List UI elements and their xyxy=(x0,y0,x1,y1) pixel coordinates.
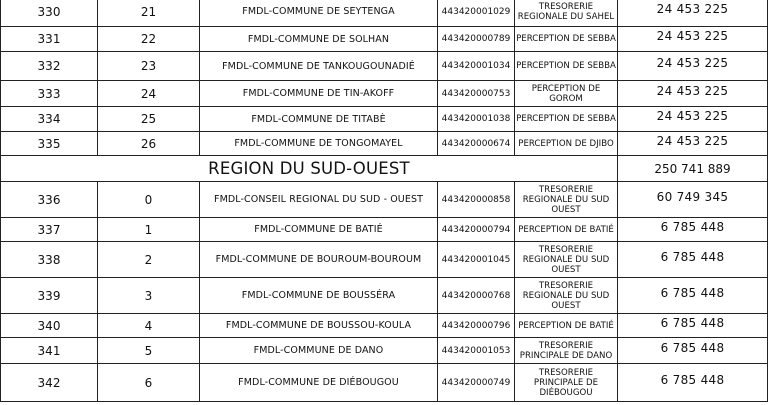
amount xyxy=(618,27,768,52)
paying-office: TRESORERIE REGIONALE DU SAHEL xyxy=(515,0,618,27)
table-row xyxy=(1,314,768,338)
row-index: 24 xyxy=(98,81,200,107)
amount-value: 24 453 225 xyxy=(656,109,729,123)
row-number: 332 xyxy=(1,52,98,81)
beneficiary-name: FMDL-COMMUNE DE BOUROUM-BOUROUM xyxy=(200,242,438,278)
row-index: 22 xyxy=(98,27,200,52)
row-number: 336 xyxy=(1,182,98,218)
amount xyxy=(618,0,768,27)
table-row xyxy=(1,107,768,132)
beneficiary-name: FMDL-CONSEIL REGIONAL DU SUD - OUEST xyxy=(200,182,438,218)
table-row xyxy=(1,27,768,52)
account-code: 443420000796 xyxy=(438,314,515,338)
row-index: 1 xyxy=(98,218,200,242)
table-row xyxy=(1,278,768,314)
table-row xyxy=(1,242,768,278)
region-total: 250 741 889 xyxy=(618,156,768,182)
amount-value: 24 453 225 xyxy=(656,1,729,16)
account-code: 443420001029 xyxy=(438,0,515,27)
amount xyxy=(618,218,768,242)
beneficiary-name: FMDL-COMMUNE DE TITABÈ xyxy=(200,107,438,132)
row-number: 337 xyxy=(1,218,98,242)
amount-value: 6 785 448 xyxy=(660,340,725,355)
amount-value: 24 453 225 xyxy=(656,83,729,98)
beneficiary-name: FMDL-COMMUNE DE BOUSSOU-KOULA xyxy=(200,314,438,338)
table-row xyxy=(1,0,768,27)
amount-value: 24 453 225 xyxy=(656,133,729,148)
row-index: 25 xyxy=(98,107,200,132)
amount xyxy=(618,107,768,132)
beneficiary-name: FMDL-COMMUNE DE TANKOUGOUNADIÉ xyxy=(200,52,438,81)
row-index: 21 xyxy=(98,0,200,27)
row-index: 2 xyxy=(98,242,200,278)
table-row xyxy=(1,81,768,107)
account-code: 443420000753 xyxy=(438,81,515,107)
amount xyxy=(618,278,768,314)
paying-office: PERCEPTION DE BATIÉ xyxy=(515,314,618,338)
amount xyxy=(618,364,768,402)
account-code: 443420001053 xyxy=(438,338,515,364)
table-row xyxy=(1,52,768,81)
account-code: 443420000674 xyxy=(438,132,515,156)
row-index: 0 xyxy=(98,182,200,218)
row-number: 331 xyxy=(1,27,98,52)
row-number: 330 xyxy=(1,0,98,27)
amount xyxy=(618,314,768,338)
paying-office: PERCEPTION DE SEBBA xyxy=(515,107,618,132)
beneficiary-name: FMDL-COMMUNE DE BOUSSÉRA xyxy=(200,278,438,314)
beneficiary-name: FMDL-COMMUNE DE SEYTENGA xyxy=(200,0,438,27)
paying-office: TRESORERIE REGIONALE DU SUD OUEST xyxy=(515,278,618,314)
paying-office: PERCEPTION DE SEBBA xyxy=(515,52,618,81)
row-number: 339 xyxy=(1,278,98,314)
table-row xyxy=(1,182,768,218)
table-row xyxy=(1,364,768,402)
amount xyxy=(618,338,768,364)
account-code: 443420001045 xyxy=(438,242,515,278)
row-index: 5 xyxy=(98,338,200,364)
amount-value: 60 749 345 xyxy=(656,189,729,204)
table-row xyxy=(1,218,768,242)
row-index: 23 xyxy=(98,52,200,81)
amount-value: 6 785 448 xyxy=(660,249,725,264)
beneficiary-name: FMDL-COMMUNE DE BATIÉ xyxy=(200,218,438,242)
paying-office: TRESORERIE PRINCIPALE DE DANO xyxy=(515,338,618,364)
account-code: 443420000768 xyxy=(438,278,515,314)
amount-value: 6 785 448 xyxy=(660,372,725,387)
account-code: 443420001034 xyxy=(438,52,515,81)
region-sahel-rows xyxy=(1,0,768,156)
row-index: 3 xyxy=(98,278,200,314)
row-index: 6 xyxy=(98,364,200,402)
paying-office: PERCEPTION DE DJIBO xyxy=(515,132,618,156)
beneficiary-name: FMDL-COMMUNE DE DIÉBOUGOU xyxy=(200,364,438,402)
amount-value: 24 453 225 xyxy=(656,56,729,70)
amount-value: 6 785 448 xyxy=(660,219,725,234)
region-title: REGION DU SUD-OUEST xyxy=(1,156,618,182)
beneficiary-name: FMDL-COMMUNE DE SOLHAN xyxy=(200,27,438,52)
amount-value: 6 785 448 xyxy=(660,315,725,330)
account-code: 443420000794 xyxy=(438,218,515,242)
amount xyxy=(618,52,768,81)
table-row xyxy=(1,132,768,156)
account-code: 443420001038 xyxy=(438,107,515,132)
account-code: 443420000858 xyxy=(438,182,515,218)
row-number: 341 xyxy=(1,338,98,364)
row-number: 334 xyxy=(1,107,98,132)
amount xyxy=(618,182,768,218)
region-header xyxy=(1,156,768,182)
paying-office: PERCEPTION DE SEBBA xyxy=(515,27,618,52)
amount xyxy=(618,242,768,278)
amount xyxy=(618,81,768,107)
region-sud-ouest-rows xyxy=(1,182,768,402)
paying-office: TRESORERIE REGIONALE DU SUD OUEST xyxy=(515,182,618,218)
account-code: 443420000789 xyxy=(438,27,515,52)
row-number: 333 xyxy=(1,81,98,107)
row-number: 342 xyxy=(1,364,98,402)
row-index: 26 xyxy=(98,132,200,156)
paying-office: TRESORERIE PRINCIPALE DE DIÉBOUGOU xyxy=(515,364,618,402)
row-number: 335 xyxy=(1,132,98,156)
table-row xyxy=(1,338,768,364)
region-row xyxy=(1,156,768,182)
beneficiary-name: FMDL-COMMUNE DE TONGOMAYEL xyxy=(200,132,438,156)
paying-office: PERCEPTION DE GOROM xyxy=(515,81,618,107)
beneficiary-name: FMDL-COMMUNE DE DANO xyxy=(200,338,438,364)
row-index: 4 xyxy=(98,314,200,338)
account-code: 443420000749 xyxy=(438,364,515,402)
amount-value: 24 453 225 xyxy=(656,29,729,43)
beneficiary-name: FMDL-COMMUNE DE TIN-AKOFF xyxy=(200,81,438,107)
amount-value: 6 785 448 xyxy=(660,285,725,300)
paying-office: PERCEPTION DE BATIÉ xyxy=(515,218,618,242)
row-number: 338 xyxy=(1,242,98,278)
paying-office: TRESORERIE REGIONALE DU SUD OUEST xyxy=(515,242,618,278)
row-number: 340 xyxy=(1,314,98,338)
amount xyxy=(618,132,768,156)
